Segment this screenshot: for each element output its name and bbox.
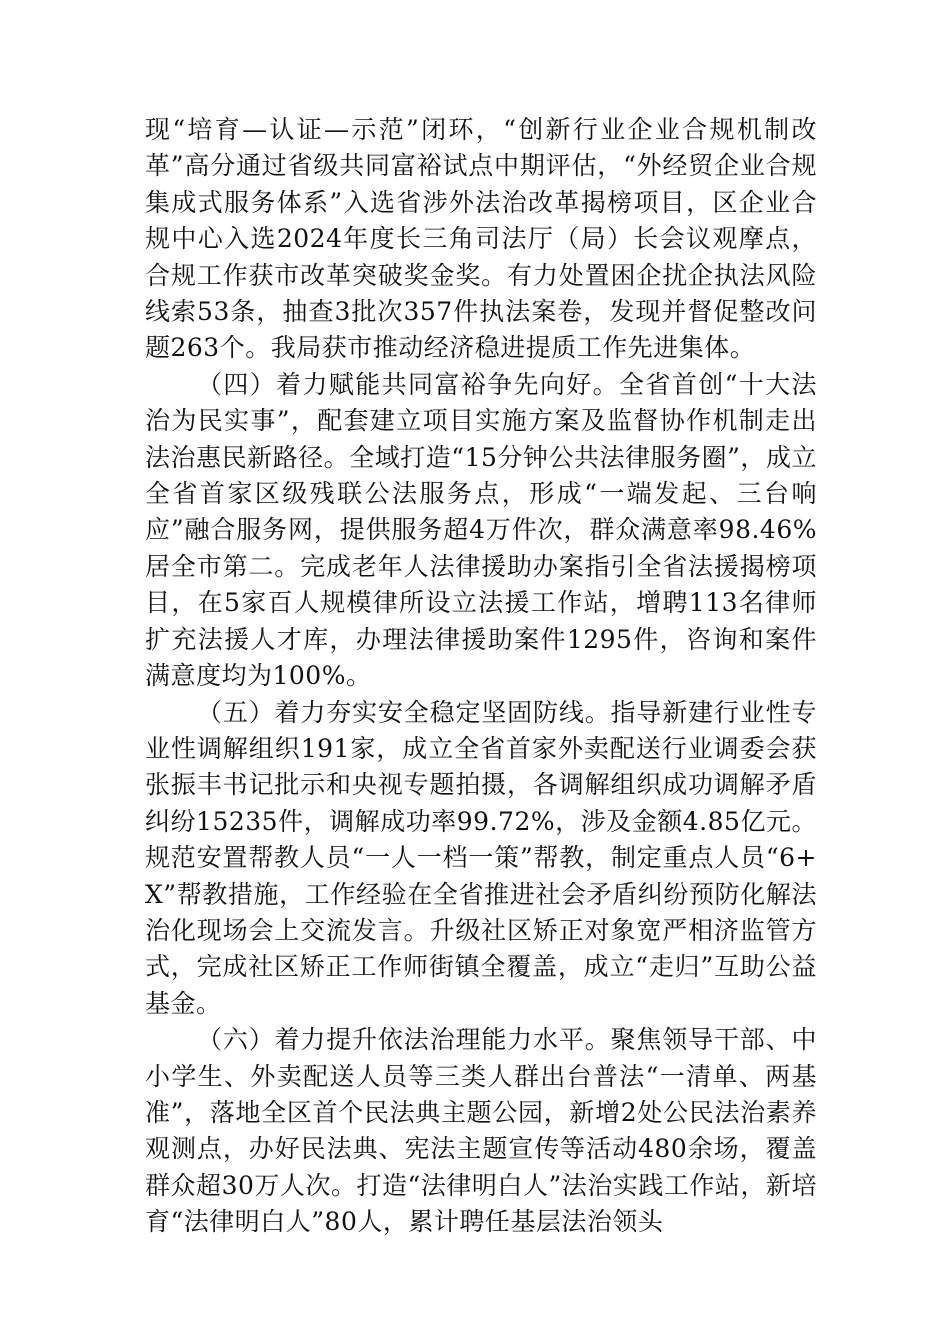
paragraph-section-6: （六）着力提升依法治理能力水平。聚焦领导干部、中小学生、外卖配送人员等三类人群出台普法“一清单、两基准”，落地全区首个民法典主题公园，新增2处公民法治素养观测点，办好民法典、宪法主题宣传等活动480余场，覆盖群众超30万人次。打造“法律明白人”法治实践工作站，新培育“法律明白人”80人，累计聘任基层法治领头 [145,1025,817,1237]
paragraph-continuation: 现“培育—认证—示范”闭环，“创新行业企业合规机制改革”高分通过省级共同富裕试点中期评估，“外经贸企业合规集成式服务体系”入选省涉外法治改革揭榜项目，区企业合规中心入选2024年度长三角司法厅（局）长会议观摩点，合规工作获市改革突破奖金奖。有力处置困企扰企执法风险线索53条，抽查3批次357件执法案卷，发现并督促整改问题263个。我局获市推动经济稳进提质工作先进集体。 [145,115,817,363]
paragraph-section-5: （五）着力夯实安全稳定坚固防线。指导新建行业性专业性调解组织191家，成立全省首家外卖配送行业调委会获张振丰书记批示和央视专题拍摄，各调解组织成功调解矛盾纠纷15235件，调解成功率99.72%，涉及金额4.85亿元。规范安置帮教人员“一人一档一策”帮教，制定重点人员“6+X”帮教措施，工作经验在全省推进社会矛盾纠纷预防化解法治化现场会上交流发言。升级社区矫正对象宽严相济监管方式，完成社区矫正工作师街镇全覆盖，成立“走归”互助公益基金。 [145,697,817,1018]
document-body [145,112,817,1241]
paragraph-section-4: （四）着力赋能共同富裕争先向好。全省首创“十大法治为民实事”，配套建立项目实施方案及监督协作机制走出法治惠民新路径。全域打造“15分钟公共法律服务圈”，成立全省首家区级残联公法服务点，形成“一端发起、三台响应”融合服务网，提供服务超4万件次，群众满意率98.46%居全市第二。完成老年人法律援助办案指引全省法援揭榜项目，在5家百人规模律所设立法援工作站，增聘113名律师扩充法援人才库，办理法律援助案件1295件，咨询和案件满意度均为100%。 [145,369,817,691]
